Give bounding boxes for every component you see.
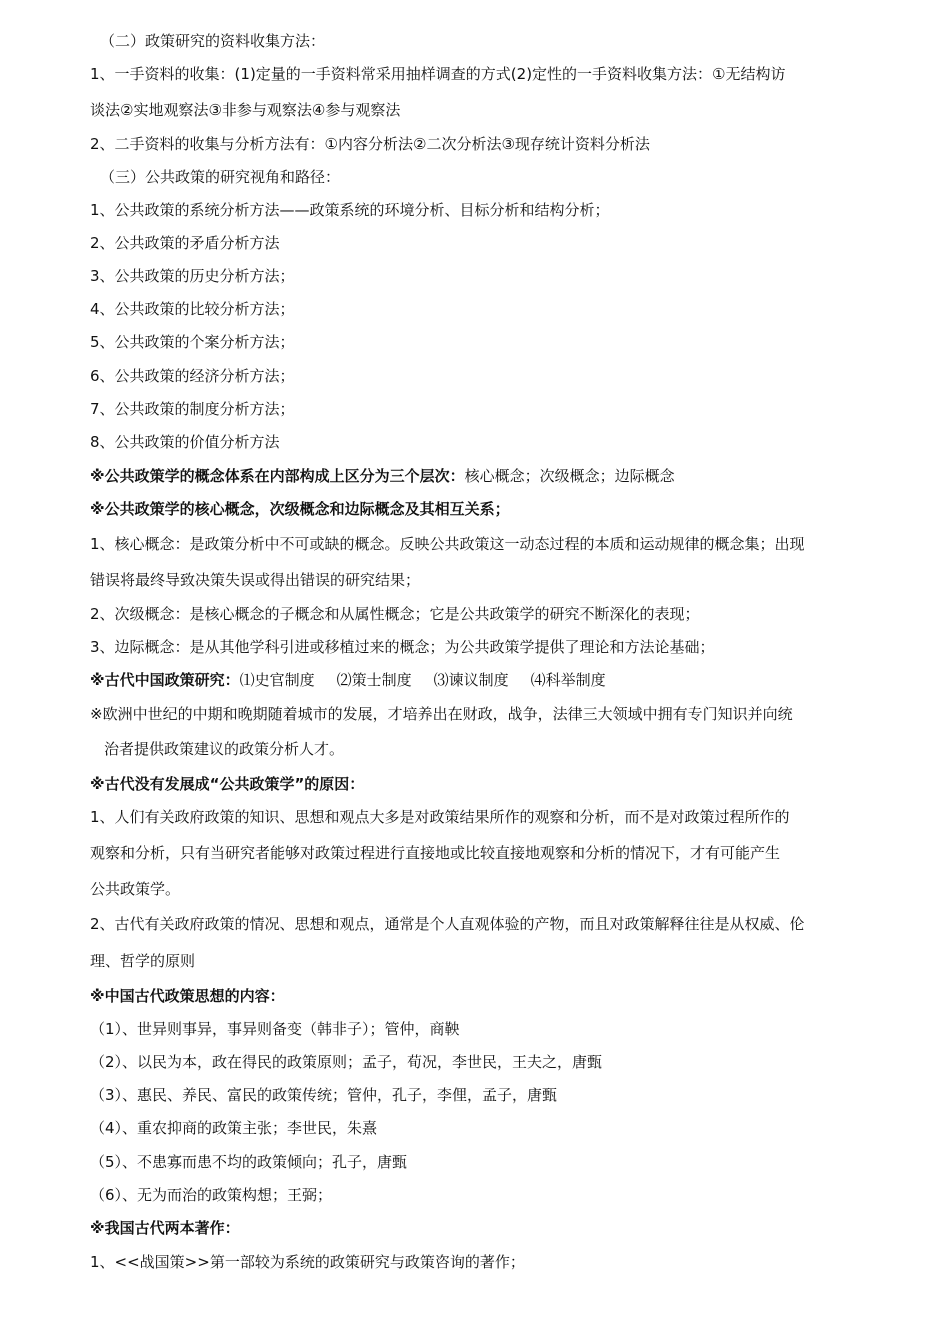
system-remonstrance: ⑶谏议制度 <box>433 671 509 689</box>
paragraph-medieval-europe: ※欧洲中世纪的中期和晚期随着城市的发展，才培养出在财政，战争，法律三大领域中拥有专门知识并向统 <box>90 705 793 723</box>
paragraph-secondary-data: 2、二手资料的收集与分析方法有：①内容分析法②二次分析法③现存统计资料分析法 <box>90 135 650 153</box>
ancient-china-research-label: ※古代中国政策研究： <box>90 671 240 689</box>
paragraph-reason-2-cont: 理、哲学的原则 <box>90 952 196 970</box>
ancient-china-research-line <box>90 669 870 691</box>
paragraph-medieval-europe-cont: 治者提供政策建议的政策分析人才。 <box>104 740 345 758</box>
list-item: 6、公共政策的经济分析方法； <box>90 367 295 385</box>
concept-system-label: ※公共政策学的概念体系在内部构成上区分为三个层次： <box>90 467 465 485</box>
concept-system-heading <box>90 465 870 487</box>
paragraph-core-concept-cont: 错误将最终导致决策失误或得出错误的研究结果； <box>90 571 421 589</box>
list-item: 1、<<战国策>>第一部较为系统的政策研究与政策咨询的著作； <box>90 1253 525 1271</box>
list-item: （2）、以民为本，政在得民的政策原则；孟子，荀况，李世民，王夫之，唐甄 <box>90 1053 603 1071</box>
list-item: （4）、重农抑商的政策主张；李世民，朱熹 <box>90 1119 378 1137</box>
list-item: 3、公共政策的历史分析方法； <box>90 267 295 285</box>
ancient-thought-heading: ※中国古代政策思想的内容： <box>90 987 285 1005</box>
paragraph-primary-data: 1、一手资料的收集：(1)定量的一手资料常采用抽样调查的方式(2)定性的一手资料收集方法：①无结构访 <box>90 65 786 83</box>
paragraph-reason-1-cont: 观察和分析，只有当研究者能够对政策过程进行直接地或比较直接地观察和分析的情况下，才有可能产生 <box>90 844 781 862</box>
reasons-heading: ※古代没有发展成“公共政策学”的原因： <box>90 775 365 793</box>
list-item: （5）、不患寡而患不均的政策倾向；孔子，唐甄 <box>90 1153 408 1171</box>
concept-system-levels: 核心概念；次级概念；边际概念 <box>464 467 675 485</box>
system-historian: ⑴史官制度 <box>239 671 315 689</box>
two-works-heading: ※我国古代两本著作： <box>90 1219 240 1237</box>
system-imperial-exam: ⑷科举制度 <box>530 671 606 689</box>
paragraph-reason-1-end: 公共政策学。 <box>90 880 181 898</box>
list-item: （6）、无为而治的政策构想；王弼； <box>90 1186 333 1204</box>
section-heading-data-collection: （二）政策研究的资料收集方法： <box>100 32 326 50</box>
concept-relations-heading: ※公共政策学的核心概念，次级概念和边际概念及其相互关系； <box>90 500 510 518</box>
list-item: 1、公共政策的系统分析方法——政策系统的环境分析、目标分析和结构分析； <box>90 201 610 219</box>
list-item: 2、公共政策的矛盾分析方法 <box>90 234 280 252</box>
paragraph-reason-1: 1、人们有关政府政策的知识、思想和观点大多是对政策结果所作的观察和分析，而不是对政策过程所作的 <box>90 808 790 826</box>
paragraph-reason-2: 2、古代有关政府政策的情况、思想和观点，通常是个人直观体验的产物，而且对政策解释往往是从权威、伦 <box>90 915 805 933</box>
paragraph-core-concept: 1、核心概念：是政策分析中不可或缺的概念。反映公共政策这一动态过程的本质和运动规律的概念集；出现 <box>90 535 805 553</box>
section-heading-research-paths: （三）公共政策的研究视角和路径： <box>100 168 341 186</box>
paragraph-marginal-concept: 3、边际概念：是从其他学科引进或移植过来的概念；为公共政策学提供了理论和方法论基础； <box>90 638 715 656</box>
list-item: 5、公共政策的个案分析方法； <box>90 333 295 351</box>
list-item: （1）、世异则事异，事异则备变（韩非子）；管仲，商鞅 <box>90 1020 460 1038</box>
list-item: （3）、惠民、养民、富民的政策传统；管仲，孔子，李俚，孟子，唐甄 <box>90 1086 558 1104</box>
list-item: 7、公共政策的制度分析方法； <box>90 400 295 418</box>
paragraph-primary-data-cont: 谈法②实地观察法③非参与观察法④参与观察法 <box>90 101 401 119</box>
system-strategist: ⑵策士制度 <box>336 671 412 689</box>
list-item: 8、公共政策的价值分析方法 <box>90 433 280 451</box>
paragraph-secondary-concept: 2、次级概念：是核心概念的子概念和从属性概念；它是公共政策学的研究不断深化的表现； <box>90 605 700 623</box>
list-item: 4、公共政策的比较分析方法； <box>90 300 295 318</box>
